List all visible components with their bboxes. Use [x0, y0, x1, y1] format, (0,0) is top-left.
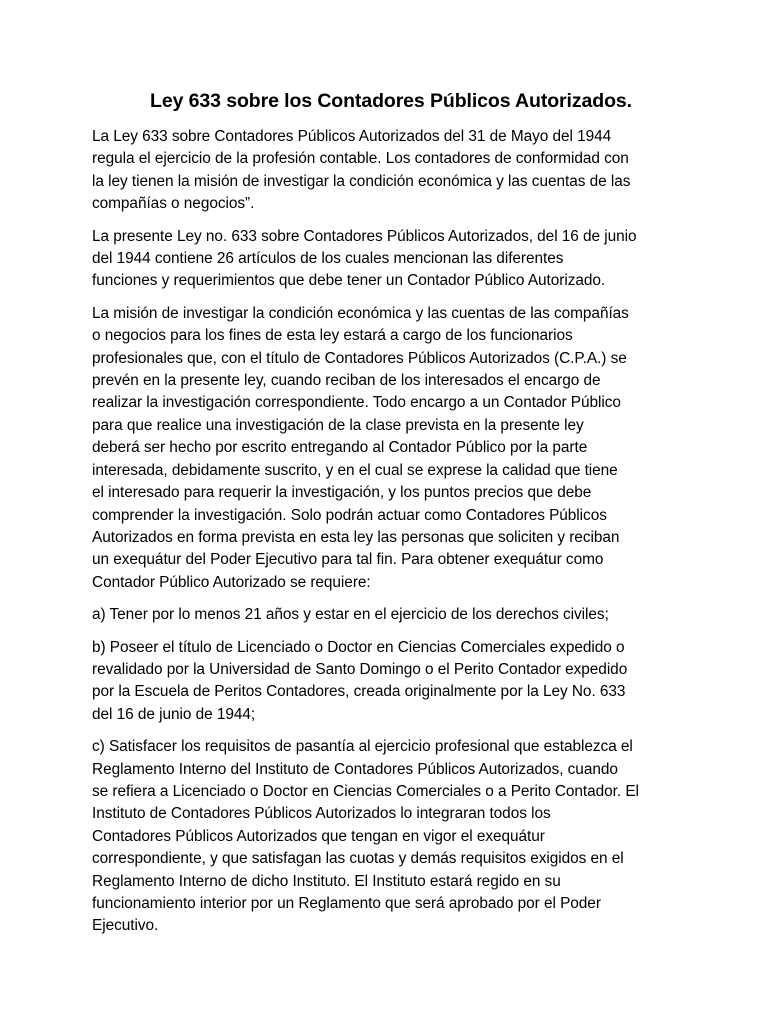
text-line: La Ley 633 sobre Contadores Públicos Autorizados del 31 de Mayo del 1944 [92, 128, 612, 145]
text-line: c) Satisfacer los requisitos de pasantía al ejercicio profesional que establezca el [92, 738, 633, 756]
text-line: el interesado para requerir la investigación, y los puntos precios que debe [92, 484, 592, 502]
text-line: correspondiente, y que satisfagan las cuotas y demás requisitos exigidos en el [92, 850, 624, 868]
text-line: Reglamento Interno de dicho Instituto. El Instituto estará regido en su [92, 872, 561, 890]
document-body [92, 126, 682, 938]
text-line: revalidado por la Universidad de Santo Domingo o el Perito Contador expedido [92, 660, 628, 678]
paragraph-1 [92, 126, 682, 216]
paragraph-5 [92, 637, 682, 727]
text-line: por la Escuela de Peritos Contadores, creada originalmente por la Ley No. 633 [92, 683, 626, 701]
text-line: Contador Público Autorizado se requiere: [92, 573, 371, 591]
text-line: del 1944 contiene 26 artículos de los cuales mencionan las diferentes [92, 250, 564, 268]
document-title: Ley 633 sobre los Contadores Públicos Autorizados. [150, 90, 632, 112]
paragraph-3 [92, 303, 682, 594]
document-page [92, 88, 682, 938]
text-line: regula el ejercicio de la profesión contable. Los contadores de conformidad con [92, 150, 629, 168]
text-line: prevén en la presente ley, cuando reciban de los interesados el encargo de [92, 372, 601, 390]
text-line: Autorizados en forma prevista en esta ley las personas que soliciten y reciban [92, 528, 620, 546]
text-line: La misión de investigar la condición económica y las cuentas de las compañías [92, 304, 629, 322]
paragraph-2 [92, 226, 682, 293]
text-line: Instituto de Contadores Públicos Autorizados lo integraran todos los [92, 805, 551, 823]
text-line: Reglamento Interno del Instituto de Contadores Públicos Autorizados, cuando [92, 760, 618, 778]
text-line: b) Poseer el título de Licenciado o Doctor en Ciencias Comerciales expedido o [92, 638, 625, 656]
text-line: la ley tienen la misión de investigar la condición económica y las cuentas de las [92, 172, 631, 190]
text-line: funcionamiento interior por un Reglamento que será aprobado por el Poder [92, 895, 601, 912]
paragraph-4 [92, 604, 682, 626]
text-line: funciones y requerimientos que debe tener un Contador Público Autorizado. [92, 272, 606, 290]
paragraph-6 [92, 736, 682, 938]
text-line: a) Tener por lo menos 21 años y estar en el ejercicio de los derechos civiles; [92, 606, 609, 624]
text-line: Ejecutivo. [92, 917, 159, 935]
text-line: La presente Ley no. 633 sobre Contadores Públicos Autorizados, del 16 de junio [92, 227, 637, 245]
text-line: se refiera a Licenciado o Doctor en Ciencias Comerciales o a Perito Contador. El [92, 782, 639, 800]
text-line: comprender la investigación. Solo podrán actuar como Contadores Públicos [92, 506, 607, 524]
text-line: profesionales que, con el título de Contadores Públicos Autorizados (C.P.A.) se [92, 349, 627, 367]
text-line: interesada, debidamente suscrito, y en el cual se exprese la calidad que tiene [92, 461, 618, 479]
text-line: del 16 de junio de 1944; [92, 705, 256, 723]
text-line: compañías o negocios”. [92, 195, 255, 213]
text-line: un exequátur del Poder Ejecutivo para tal fin. Para obtener exequátur como [92, 551, 604, 569]
text-line: deberá ser hecho por escrito entregando al Contador Público por la parte [92, 439, 588, 457]
text-line: Contadores Públicos Autorizados que tengan en vigor el exequátur [92, 827, 545, 845]
text-line: realizar la investigación correspondiente. Todo encargo a un Contador Público [92, 394, 621, 412]
text-line: para que realice una investigación de la clase prevista en la presente ley [92, 416, 584, 434]
text-line: o negocios para los fines de esta ley estará a cargo de los funcionarios [92, 327, 573, 345]
